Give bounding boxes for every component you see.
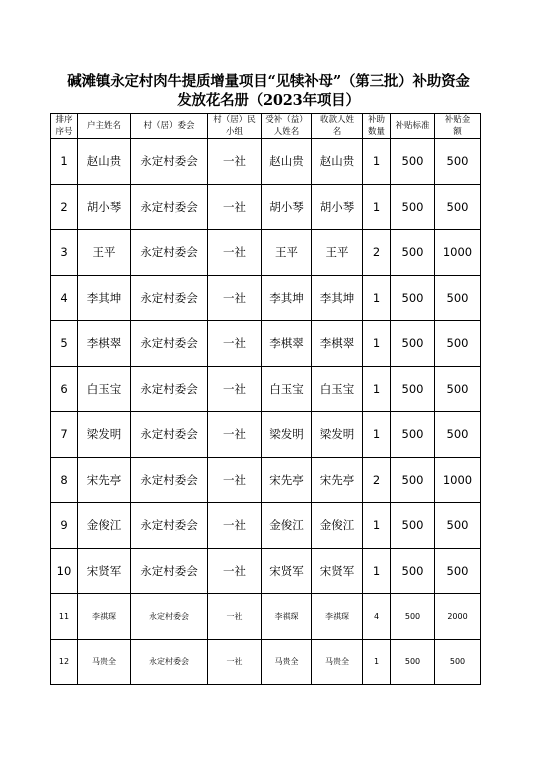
document-title-line-1: 碱滩镇永定村肉牛提质增量项目“见犊补母”（第三批）补助资金: [67, 73, 470, 90]
cell-owner: 李祺琛: [78, 594, 131, 640]
cell-standard: 500: [391, 548, 435, 594]
cell-owner: 李其坤: [78, 275, 131, 321]
cell-seq: 1: [51, 139, 78, 185]
cell-count: 2: [363, 457, 391, 503]
cell-owner: 梁发明: [78, 412, 131, 458]
header-payee-line: 收款人姓: [319, 115, 354, 125]
header-amount: [435, 114, 481, 139]
cell-amount: 500: [435, 184, 481, 230]
cell-owner: 宋先亭: [78, 457, 131, 503]
header-seq-line: 排序: [55, 115, 73, 125]
cell-standard: 500: [391, 366, 435, 412]
cell-payee: 赵山贵: [312, 139, 363, 185]
cell-standard: 500: [391, 321, 435, 367]
cell-standard: 500: [391, 457, 435, 503]
cell-seq: 9: [51, 503, 78, 549]
cell-amount: 500: [435, 639, 481, 685]
cell-village: 永定村委会: [131, 457, 208, 503]
table-row: [51, 275, 481, 321]
cell-payee: 宋先亭: [312, 457, 363, 503]
cell-beneficiary: 王平: [262, 230, 312, 276]
table-row: [51, 321, 481, 367]
cell-count: 1: [363, 639, 391, 685]
cell-owner: 金俊江: [78, 503, 131, 549]
cell-count: 1: [363, 275, 391, 321]
header-payee: [312, 114, 363, 139]
cell-beneficiary: 李其坤: [262, 275, 312, 321]
cell-count: 1: [363, 412, 391, 458]
header-village: [131, 114, 208, 139]
cell-village: 永定村委会: [131, 503, 208, 549]
cell-beneficiary: 李棋翠: [262, 321, 312, 367]
cell-owner: 胡小琴: [78, 184, 131, 230]
cell-group: 一社: [208, 184, 262, 230]
header-village-line: 村（居）委会: [143, 121, 195, 131]
cell-payee: 李棋翠: [312, 321, 363, 367]
cell-group: 一社: [208, 639, 262, 685]
table-row: [51, 139, 481, 185]
cell-owner: 赵山贵: [78, 139, 131, 185]
cell-beneficiary: 白玉宝: [262, 366, 312, 412]
document-title: [46, 72, 491, 110]
cell-amount: 1000: [435, 457, 481, 503]
cell-seq: 11: [51, 594, 78, 640]
cell-payee: 白玉宝: [312, 366, 363, 412]
table-header-row: [51, 114, 481, 139]
cell-beneficiary: 宋贤军: [262, 548, 312, 594]
cell-village: 永定村委会: [131, 321, 208, 367]
cell-owner: 白玉宝: [78, 366, 131, 412]
subsidy-roster-table: [50, 113, 481, 685]
cell-group: 一社: [208, 321, 262, 367]
table-row: [51, 412, 481, 458]
cell-amount: 500: [435, 366, 481, 412]
header-owner: [78, 114, 131, 139]
cell-village: 永定村委会: [131, 594, 208, 640]
cell-group: 一社: [208, 139, 262, 185]
header-amount-line: 额: [453, 127, 462, 137]
cell-standard: 500: [391, 139, 435, 185]
cell-owner: 王平: [78, 230, 131, 276]
header-payee-line: 名: [332, 127, 342, 137]
cell-count: 1: [363, 139, 391, 185]
cell-count: 2: [363, 230, 391, 276]
cell-payee: 李其坤: [312, 275, 363, 321]
cell-amount: 500: [435, 139, 481, 185]
cell-amount: 500: [435, 548, 481, 594]
header-group-line: 村（居）民: [213, 115, 256, 125]
cell-owner: 宋贤军: [78, 548, 131, 594]
cell-payee: 马贵全: [312, 639, 363, 685]
cell-seq: 8: [51, 457, 78, 503]
header-beneficiary-line: 受补（益）: [265, 115, 308, 125]
table-row: [51, 503, 481, 549]
cell-count: 4: [363, 594, 391, 640]
cell-village: 永定村委会: [131, 548, 208, 594]
cell-seq: 6: [51, 366, 78, 412]
cell-group: 一社: [208, 230, 262, 276]
header-beneficiary-line: 人姓名: [273, 127, 300, 137]
table-row: [51, 639, 481, 685]
cell-village: 永定村委会: [131, 139, 208, 185]
cell-standard: 500: [391, 230, 435, 276]
header-beneficiary: [262, 114, 312, 139]
cell-payee: 梁发明: [312, 412, 363, 458]
cell-count: 1: [363, 366, 391, 412]
table-row: [51, 366, 481, 412]
header-group-line: 小组: [225, 127, 243, 137]
cell-group: 一社: [208, 457, 262, 503]
cell-beneficiary: 胡小琴: [262, 184, 312, 230]
cell-seq: 12: [51, 639, 78, 685]
header-count-line: 补助: [367, 115, 385, 125]
cell-village: 永定村委会: [131, 230, 208, 276]
cell-village: 永定村委会: [131, 412, 208, 458]
cell-amount: 2000: [435, 594, 481, 640]
cell-seq: 5: [51, 321, 78, 367]
cell-village: 永定村委会: [131, 639, 208, 685]
cell-owner: 马贵全: [78, 639, 131, 685]
table-row: [51, 184, 481, 230]
cell-seq: 4: [51, 275, 78, 321]
header-standard: [391, 114, 435, 139]
cell-payee: 李祺琛: [312, 594, 363, 640]
cell-count: 1: [363, 548, 391, 594]
cell-count: 1: [363, 503, 391, 549]
cell-group: 一社: [208, 275, 262, 321]
cell-seq: 3: [51, 230, 78, 276]
cell-standard: 500: [391, 503, 435, 549]
cell-village: 永定村委会: [131, 366, 208, 412]
header-group: [208, 114, 262, 139]
cell-seq: 2: [51, 184, 78, 230]
cell-standard: 500: [391, 594, 435, 640]
cell-amount: 500: [435, 412, 481, 458]
cell-count: 1: [363, 184, 391, 230]
cell-beneficiary: 金俊江: [262, 503, 312, 549]
cell-amount: 500: [435, 275, 481, 321]
cell-amount: 500: [435, 503, 481, 549]
cell-beneficiary: 马贵全: [262, 639, 312, 685]
header-standard-line: 补贴标准: [395, 121, 430, 131]
table-row: [51, 457, 481, 503]
cell-beneficiary: 赵山贵: [262, 139, 312, 185]
table-row: [51, 594, 481, 640]
cell-payee: 金俊江: [312, 503, 363, 549]
table-row: [51, 230, 481, 276]
cell-group: 一社: [208, 503, 262, 549]
cell-amount: 1000: [435, 230, 481, 276]
cell-village: 永定村委会: [131, 275, 208, 321]
cell-beneficiary: 李祺琛: [262, 594, 312, 640]
cell-beneficiary: 梁发明: [262, 412, 312, 458]
cell-group: 一社: [208, 412, 262, 458]
header-count-line: 数量: [367, 127, 385, 137]
cell-standard: 500: [391, 275, 435, 321]
cell-count: 1: [363, 321, 391, 367]
cell-payee: 王平: [312, 230, 363, 276]
header-seq-line: 序号: [55, 127, 73, 137]
cell-group: 一社: [208, 594, 262, 640]
cell-beneficiary: 宋先亭: [262, 457, 312, 503]
header-amount-line: 补贴金: [444, 115, 471, 125]
cell-group: 一社: [208, 548, 262, 594]
header-seq: [51, 114, 78, 139]
cell-seq: 10: [51, 548, 78, 594]
cell-group: 一社: [208, 366, 262, 412]
cell-payee: 胡小琴: [312, 184, 363, 230]
cell-owner: 李棋翠: [78, 321, 131, 367]
cell-amount: 500: [435, 321, 481, 367]
cell-standard: 500: [391, 412, 435, 458]
document-title-line-2: 发放花名册（2023年项目）: [177, 92, 360, 109]
cell-standard: 500: [391, 639, 435, 685]
cell-village: 永定村委会: [131, 184, 208, 230]
header-count: [363, 114, 391, 139]
cell-standard: 500: [391, 184, 435, 230]
header-owner-line: 户主姓名: [86, 121, 121, 131]
cell-seq: 7: [51, 412, 78, 458]
cell-payee: 宋贤军: [312, 548, 363, 594]
table-row: [51, 548, 481, 594]
